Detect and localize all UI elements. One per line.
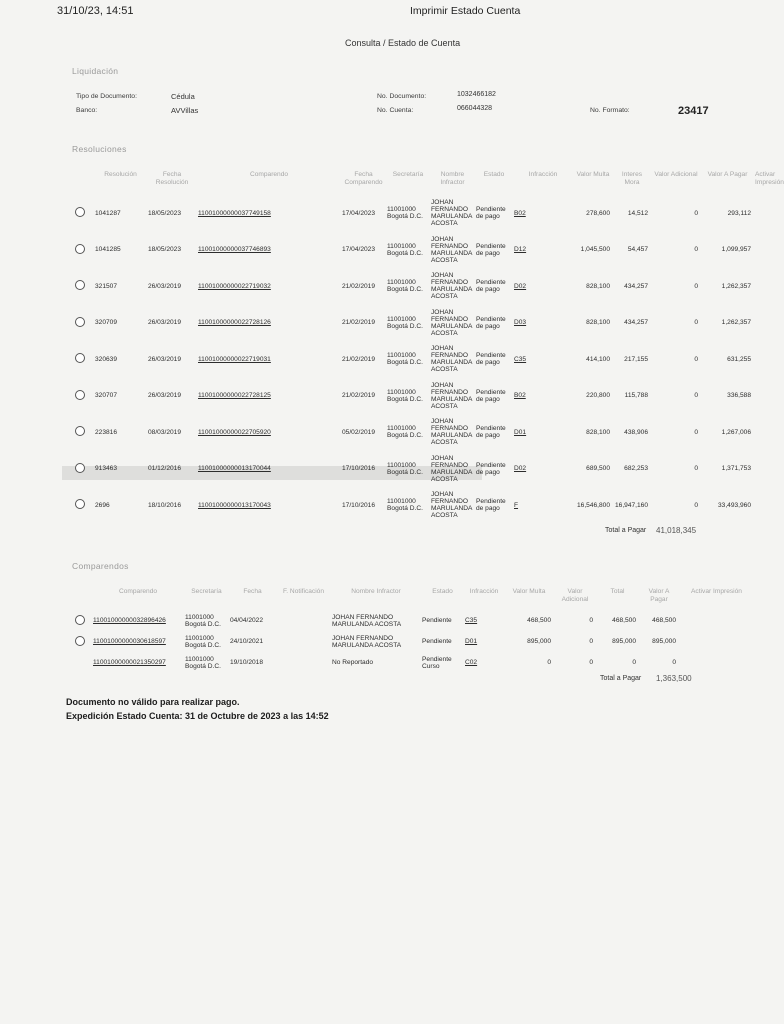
resolucion-number: 321507 bbox=[95, 282, 118, 290]
select-cell bbox=[64, 451, 94, 488]
comparendo-link-cell bbox=[197, 414, 341, 451]
comparendo-link[interactable]: 11001000000022705920 bbox=[198, 428, 271, 436]
valor-a-pagar: 0 bbox=[672, 659, 676, 666]
secretaria: 11001000 Bogotá D.C. bbox=[387, 242, 423, 257]
comparendo-link-cell bbox=[92, 610, 184, 631]
valor-multa: 828,100 bbox=[586, 428, 610, 436]
fecha-resolucion: 18/05/2023 bbox=[148, 246, 182, 254]
valor-a-pagar: 1,262,357 bbox=[721, 319, 751, 327]
banco-value: AVVillas bbox=[171, 106, 199, 115]
resolucion-number: 223816 bbox=[95, 428, 118, 436]
interes-mora: 434,257 bbox=[624, 319, 648, 327]
comparendo-link[interactable]: 11001000000032896426 bbox=[93, 617, 166, 624]
nombre-infractor: JOHAN FERNANDO MARULANDA ACOSTA bbox=[431, 272, 473, 301]
fecha-comparendo: 21/02/2019 bbox=[342, 319, 376, 327]
col-activar-impresion: Activar Impresión bbox=[691, 588, 742, 595]
secretaria: 11001000 Bogotá D.C. bbox=[387, 425, 423, 440]
fecha: 19/10/2018 bbox=[230, 659, 264, 666]
secretaria: 11001000 Bogotá D.C. bbox=[185, 634, 221, 649]
select-cell bbox=[64, 414, 94, 451]
nombre-infractor: JOHAN FERNANDO MARULANDA ACOSTA bbox=[332, 634, 402, 649]
col-fecha: Fecha bbox=[243, 588, 262, 595]
select-radio[interactable] bbox=[75, 426, 85, 436]
comparendos-total-label: Total a Pagar bbox=[600, 675, 642, 682]
select-cell bbox=[64, 305, 94, 342]
comparendo-link[interactable]: 11001000000030618597 bbox=[93, 638, 166, 645]
select-cell bbox=[64, 268, 94, 305]
comparendo-row bbox=[64, 610, 754, 631]
secretaria: 11001000 Bogotá D.C. bbox=[387, 498, 423, 513]
resoluciones-table bbox=[64, 171, 784, 524]
estado: Pendiente de pago bbox=[476, 388, 506, 403]
comparendo-link-cell bbox=[92, 631, 184, 652]
select-radio[interactable] bbox=[75, 615, 85, 625]
infraccion-link[interactable]: C02 bbox=[465, 659, 478, 666]
valor-multa: 0 bbox=[547, 659, 551, 666]
infraccion-link-cell bbox=[464, 652, 504, 673]
comparendo-link[interactable]: 11001000000022728125 bbox=[198, 392, 271, 400]
resolucion-row bbox=[64, 268, 754, 305]
fecha-notificacion bbox=[276, 652, 331, 673]
interes-mora: 14,512 bbox=[627, 209, 648, 217]
estado: Pendiente de pago bbox=[476, 352, 506, 367]
secretaria: 11001000 Bogotá D.C. bbox=[387, 352, 423, 367]
comparendo-link-cell bbox=[197, 268, 341, 305]
col-estado: Estado bbox=[432, 588, 453, 595]
col-valor-multa: Valor Multa bbox=[576, 171, 610, 178]
fecha-comparendo: 17/04/2023 bbox=[342, 209, 376, 217]
resoluciones-total-value: 41,018,345 bbox=[656, 526, 697, 535]
valor-multa: 828,100 bbox=[586, 282, 610, 290]
select-radio[interactable] bbox=[75, 353, 85, 363]
comparendo-link-cell bbox=[197, 487, 341, 524]
valor-a-pagar: 1,262,357 bbox=[721, 282, 751, 290]
valor-adicional: 0 bbox=[694, 465, 698, 473]
select-cell bbox=[64, 378, 94, 415]
comparendo-link[interactable]: 11001000000037746893 bbox=[198, 246, 271, 254]
valor-multa: 414,100 bbox=[586, 355, 610, 363]
comparendo-link[interactable]: 11001000000021350297 bbox=[93, 659, 166, 666]
select-radio[interactable] bbox=[75, 244, 85, 254]
valor-adicional: 0 bbox=[694, 501, 698, 509]
valor-multa: 689,500 bbox=[586, 465, 610, 473]
total: 468,500 bbox=[612, 617, 636, 624]
resoluciones-header-row: Resolución Fecha Resolución Comparendo Fecha Comparendo Secretaría Nombre Infractor Estado Infracción Valor Multa Interes Mora Valor Adicional Valor A Pagar Activar Impresión bbox=[64, 171, 754, 195]
fecha-comparendo: 21/02/2019 bbox=[342, 282, 376, 290]
estado: Pendiente de pago bbox=[476, 315, 506, 330]
col-valor-a-pagar: Valor A Pagar bbox=[707, 171, 748, 178]
col-secretaria: Secretaría bbox=[191, 588, 222, 595]
select-cell bbox=[64, 610, 92, 631]
resolucion-number: 2696 bbox=[95, 501, 110, 509]
resoluciones-total-label: Total a Pagar bbox=[605, 527, 647, 534]
select-cell bbox=[64, 652, 92, 673]
fecha-resolucion: 26/03/2019 bbox=[148, 392, 182, 400]
col-infraccion: Infracción bbox=[528, 171, 558, 178]
comparendo-link[interactable]: 11001000000022728126 bbox=[198, 319, 271, 327]
secretaria: 11001000 Bogotá D.C. bbox=[387, 461, 423, 476]
estado: Pendiente bbox=[422, 638, 452, 645]
no-documento-value: 1032466182 bbox=[457, 91, 496, 98]
col-nombre-infractor: Nombre Infractor bbox=[351, 588, 401, 595]
valor-a-pagar: 631,255 bbox=[727, 355, 751, 363]
col-estado: Estado bbox=[483, 171, 505, 178]
select-radio[interactable] bbox=[75, 280, 85, 290]
fecha-resolucion: 08/03/2019 bbox=[148, 428, 182, 436]
infraccion-link-cell bbox=[513, 232, 573, 269]
resolucion-row bbox=[64, 451, 754, 488]
infraccion-link-cell bbox=[513, 378, 573, 415]
valor-adicional: 0 bbox=[694, 319, 698, 327]
fecha-notificacion bbox=[276, 631, 331, 652]
infraccion-link-cell bbox=[513, 195, 573, 232]
infraccion-link[interactable]: D01 bbox=[465, 638, 478, 645]
valor-adicional: 0 bbox=[694, 355, 698, 363]
fecha: 04/04/2022 bbox=[230, 617, 264, 624]
nombre-infractor: No Reportado bbox=[332, 659, 374, 666]
fecha-resolucion: 18/05/2023 bbox=[148, 209, 182, 217]
no-documento-label: No. Documento: bbox=[377, 93, 427, 100]
fecha-resolucion: 01/12/2016 bbox=[148, 465, 182, 473]
fecha-resolucion: 26/03/2019 bbox=[148, 355, 182, 363]
resolucion-number: 320639 bbox=[95, 355, 118, 363]
comparendo-row bbox=[64, 652, 754, 673]
secretaria: 11001000 Bogotá D.C. bbox=[387, 206, 423, 221]
interes-mora: 217,155 bbox=[624, 355, 648, 363]
comparendo-link-cell bbox=[197, 341, 341, 378]
col-nombre-infractor: Nombre Infractor bbox=[440, 171, 465, 186]
infraccion-link-cell bbox=[513, 451, 573, 488]
comparendo-link[interactable]: 11001000000013170043 bbox=[198, 501, 271, 509]
comparendo-link-cell bbox=[197, 195, 341, 232]
col-infraccion: Infracción bbox=[469, 588, 499, 595]
nombre-infractor: JOHAN FERNANDO MARULANDA ACOSTA bbox=[431, 235, 473, 264]
valor-a-pagar: 1,099,957 bbox=[721, 246, 751, 254]
estado: Pendiente de pago bbox=[476, 206, 506, 221]
valor-adicional: 0 bbox=[694, 209, 698, 217]
valor-multa: 220,800 bbox=[586, 392, 610, 400]
resolucion-row bbox=[64, 232, 754, 269]
valor-multa: 468,500 bbox=[527, 617, 551, 624]
nombre-infractor: JOHAN FERNANDO MARULANDA ACOSTA bbox=[431, 199, 473, 228]
infraccion-link[interactable]: B02 bbox=[514, 392, 526, 400]
activar-impresion bbox=[679, 610, 754, 631]
col-valor-adicional: Valor Adicional bbox=[561, 588, 589, 603]
secretaria: 11001000 Bogotá D.C. bbox=[387, 388, 423, 403]
secretaria: 11001000 Bogotá D.C. bbox=[387, 315, 423, 330]
infraccion-link-cell bbox=[513, 268, 573, 305]
valor-adicional: 0 bbox=[694, 392, 698, 400]
select-radio[interactable] bbox=[75, 499, 85, 509]
select-radio[interactable] bbox=[75, 317, 85, 327]
invalid-document-notice: Documento no válido para realizar pago. bbox=[66, 697, 240, 707]
comparendos-table bbox=[64, 588, 754, 673]
infraccion-link[interactable]: B02 bbox=[514, 209, 526, 217]
comparendo-link-cell bbox=[197, 378, 341, 415]
estado: Pendiente de pago bbox=[476, 498, 506, 513]
valor-multa: 828,100 bbox=[586, 319, 610, 327]
infraccion-link-cell bbox=[464, 610, 504, 631]
print-datetime: 31/10/23, 14:51 bbox=[57, 5, 134, 17]
valor-multa: 278,600 bbox=[586, 209, 610, 217]
valor-multa: 16,546,800 bbox=[576, 501, 610, 509]
select-cell bbox=[64, 195, 94, 232]
interes-mora: 115,788 bbox=[624, 392, 648, 400]
interes-mora: 438,906 bbox=[624, 428, 648, 436]
secretaria: 11001000 Bogotá D.C. bbox=[185, 655, 221, 670]
select-radio[interactable] bbox=[75, 636, 85, 646]
nombre-infractor: JOHAN FERNANDO MARULANDA ACOSTA bbox=[431, 418, 473, 447]
fecha-resolucion: 18/10/2016 bbox=[148, 501, 182, 509]
comparendo-link-cell bbox=[197, 305, 341, 342]
interes-mora: 434,257 bbox=[624, 282, 648, 290]
infraccion-link[interactable]: D03 bbox=[514, 319, 527, 327]
select-cell bbox=[64, 487, 94, 524]
total: 895,000 bbox=[612, 638, 636, 645]
infraccion-link-cell bbox=[513, 414, 573, 451]
fecha-resolucion: 26/03/2019 bbox=[148, 282, 182, 290]
comparendos-total-value: 1,363,500 bbox=[656, 674, 692, 683]
col-radio bbox=[64, 171, 94, 195]
col-resolucion: Resolución bbox=[104, 171, 137, 178]
col-interes-mora: Interes Mora bbox=[621, 171, 643, 186]
no-formato-value: 23417 bbox=[678, 105, 709, 117]
col-comparendo: Comparendo bbox=[118, 588, 158, 595]
fecha-comparendo: 21/02/2019 bbox=[342, 392, 376, 400]
print-title: Imprimir Estado Cuenta bbox=[410, 5, 521, 17]
no-cuenta-label: No. Cuenta: bbox=[377, 107, 414, 114]
infraccion-link[interactable]: C35 bbox=[465, 617, 478, 624]
valor-a-pagar: 895,000 bbox=[652, 638, 676, 645]
comparendos-section-title: Comparendos bbox=[72, 561, 129, 571]
col-fecha-notificacion: F. Notificación bbox=[282, 588, 325, 595]
liquidacion-section-title: Liquidación bbox=[72, 66, 119, 76]
select-cell bbox=[64, 631, 92, 652]
col-fecha-resolucion: Fecha Resolución bbox=[155, 171, 189, 186]
fecha-comparendo: 17/10/2016 bbox=[342, 501, 376, 509]
comparendo-link[interactable]: 11001000000022719032 bbox=[198, 282, 271, 290]
estado: Pendiente Curso bbox=[422, 655, 452, 670]
valor-adicional: 0 bbox=[589, 659, 593, 666]
valor-adicional: 0 bbox=[694, 428, 698, 436]
resolucion-row bbox=[64, 487, 754, 524]
select-radio[interactable] bbox=[75, 463, 85, 473]
fecha: 24/10/2021 bbox=[230, 638, 264, 645]
col-valor-adicional: Valor Adicional bbox=[654, 171, 698, 178]
resolucion-number: 320709 bbox=[95, 319, 118, 327]
comparendo-link-cell bbox=[197, 232, 341, 269]
estado: Pendiente de pago bbox=[476, 425, 506, 440]
nombre-infractor: JOHAN FERNANDO MARULANDA ACOSTA bbox=[431, 381, 473, 410]
interes-mora: 682,253 bbox=[624, 465, 648, 473]
valor-adicional: 0 bbox=[589, 617, 593, 624]
estado: Pendiente de pago bbox=[476, 279, 506, 294]
valor-adicional: 0 bbox=[589, 638, 593, 645]
page-title: Consulta / Estado de Cuenta bbox=[345, 38, 461, 48]
nombre-infractor: JOHAN FERNANDO MARULANDA ACOSTA bbox=[431, 454, 473, 483]
resolucion-number: 320707 bbox=[95, 392, 118, 400]
infraccion-link-cell bbox=[513, 341, 573, 378]
fecha-resolucion: 26/03/2019 bbox=[148, 319, 182, 327]
resolucion-row bbox=[64, 305, 754, 342]
estado: Pendiente de pago bbox=[476, 461, 506, 476]
infraccion-link-cell bbox=[513, 305, 573, 342]
fecha-comparendo: 05/02/2019 bbox=[342, 428, 376, 436]
resoluciones-section-title: Resoluciones bbox=[72, 144, 127, 154]
tipo-documento-value: Cédula bbox=[171, 92, 195, 101]
select-radio[interactable] bbox=[75, 207, 85, 217]
comparendo-link-cell bbox=[197, 451, 341, 488]
expedicion-text: Expedición Estado Cuenta: 31 de Octubre de 2023 a las 14:52 bbox=[66, 711, 329, 721]
valor-a-pagar: 33,493,960 bbox=[717, 501, 751, 509]
col-secretaria: Secretaría bbox=[392, 171, 424, 178]
resolucion-number: 1041285 bbox=[95, 246, 121, 254]
infraccion-link[interactable]: D02 bbox=[514, 282, 527, 290]
resolucion-number: 913463 bbox=[95, 465, 118, 473]
comparendo-link-cell bbox=[92, 652, 184, 673]
resolucion-row bbox=[64, 414, 754, 451]
infraccion-link[interactable]: D02 bbox=[514, 465, 527, 473]
infraccion-link[interactable]: F bbox=[514, 501, 519, 509]
nombre-infractor: JOHAN FERNANDO MARULANDA ACOSTA bbox=[431, 345, 473, 374]
valor-a-pagar: 468,500 bbox=[652, 617, 676, 624]
activar-impresion bbox=[679, 652, 754, 673]
infraccion-link-cell bbox=[464, 631, 504, 652]
comparendo-row bbox=[64, 631, 754, 652]
infraccion-link[interactable]: D12 bbox=[514, 246, 527, 254]
no-cuenta-value: 066044328 bbox=[457, 105, 493, 112]
estado: Pendiente bbox=[422, 617, 452, 624]
infraccion-link[interactable]: D01 bbox=[514, 428, 527, 436]
comparendo-link[interactable]: 11001000000022719031 bbox=[198, 355, 271, 363]
infraccion-link[interactable]: C35 bbox=[514, 355, 527, 363]
nombre-infractor: JOHAN FERNANDO MARULANDA ACOSTA bbox=[332, 613, 402, 628]
col-valor-a-pagar: Valor A Pagar bbox=[648, 588, 670, 603]
comparendo-link[interactable]: 11001000000013170044 bbox=[198, 465, 271, 473]
secretaria: 11001000 Bogotá D.C. bbox=[387, 279, 423, 294]
valor-multa: 1,045,500 bbox=[580, 246, 610, 254]
total: 0 bbox=[632, 659, 636, 666]
estado: Pendiente de pago bbox=[476, 242, 506, 257]
valor-a-pagar: 1,371,753 bbox=[721, 465, 751, 473]
col-fecha-comparendo: Fecha Comparendo bbox=[344, 171, 383, 186]
resolucion-row bbox=[64, 341, 754, 378]
nombre-infractor: JOHAN FERNANDO MARULANDA ACOSTA bbox=[431, 491, 473, 520]
fecha-comparendo: 17/04/2023 bbox=[342, 246, 376, 254]
select-radio[interactable] bbox=[75, 390, 85, 400]
col-comparendo: Comparendo bbox=[249, 171, 289, 178]
resolucion-number: 1041287 bbox=[95, 209, 121, 217]
valor-a-pagar: 1,267,006 bbox=[721, 428, 751, 436]
fecha-notificacion bbox=[276, 610, 331, 631]
comparendos-header-row bbox=[64, 588, 754, 610]
select-cell bbox=[64, 232, 94, 269]
valor-a-pagar: 336,588 bbox=[727, 392, 751, 400]
interes-mora: 16,947,160 bbox=[614, 501, 648, 509]
secretaria: 11001000 Bogotá D.C. bbox=[185, 613, 221, 628]
valor-adicional: 0 bbox=[694, 282, 698, 290]
banco-label: Banco: bbox=[76, 107, 98, 114]
infraccion-link-cell bbox=[513, 487, 573, 524]
fecha-comparendo: 21/02/2019 bbox=[342, 355, 376, 363]
fecha-comparendo: 17/10/2016 bbox=[342, 465, 376, 473]
col-radio bbox=[64, 588, 92, 610]
no-formato-label: No. Formato: bbox=[590, 107, 630, 114]
valor-a-pagar: 293,112 bbox=[727, 209, 751, 217]
col-valor-multa: Valor Multa bbox=[512, 588, 546, 595]
col-total: Total bbox=[610, 588, 625, 595]
nombre-infractor: JOHAN FERNANDO MARULANDA ACOSTA bbox=[431, 308, 473, 337]
valor-multa: 895,000 bbox=[527, 638, 551, 645]
resolucion-row bbox=[64, 195, 754, 232]
tipo-documento-label: Tipo de Documento: bbox=[76, 93, 137, 100]
select-cell bbox=[64, 341, 94, 378]
valor-adicional: 0 bbox=[694, 246, 698, 254]
activar-impresion bbox=[679, 631, 754, 652]
resolucion-row bbox=[64, 378, 754, 415]
interes-mora: 54,457 bbox=[627, 246, 648, 254]
comparendo-link[interactable]: 11001000000037749158 bbox=[198, 209, 271, 217]
